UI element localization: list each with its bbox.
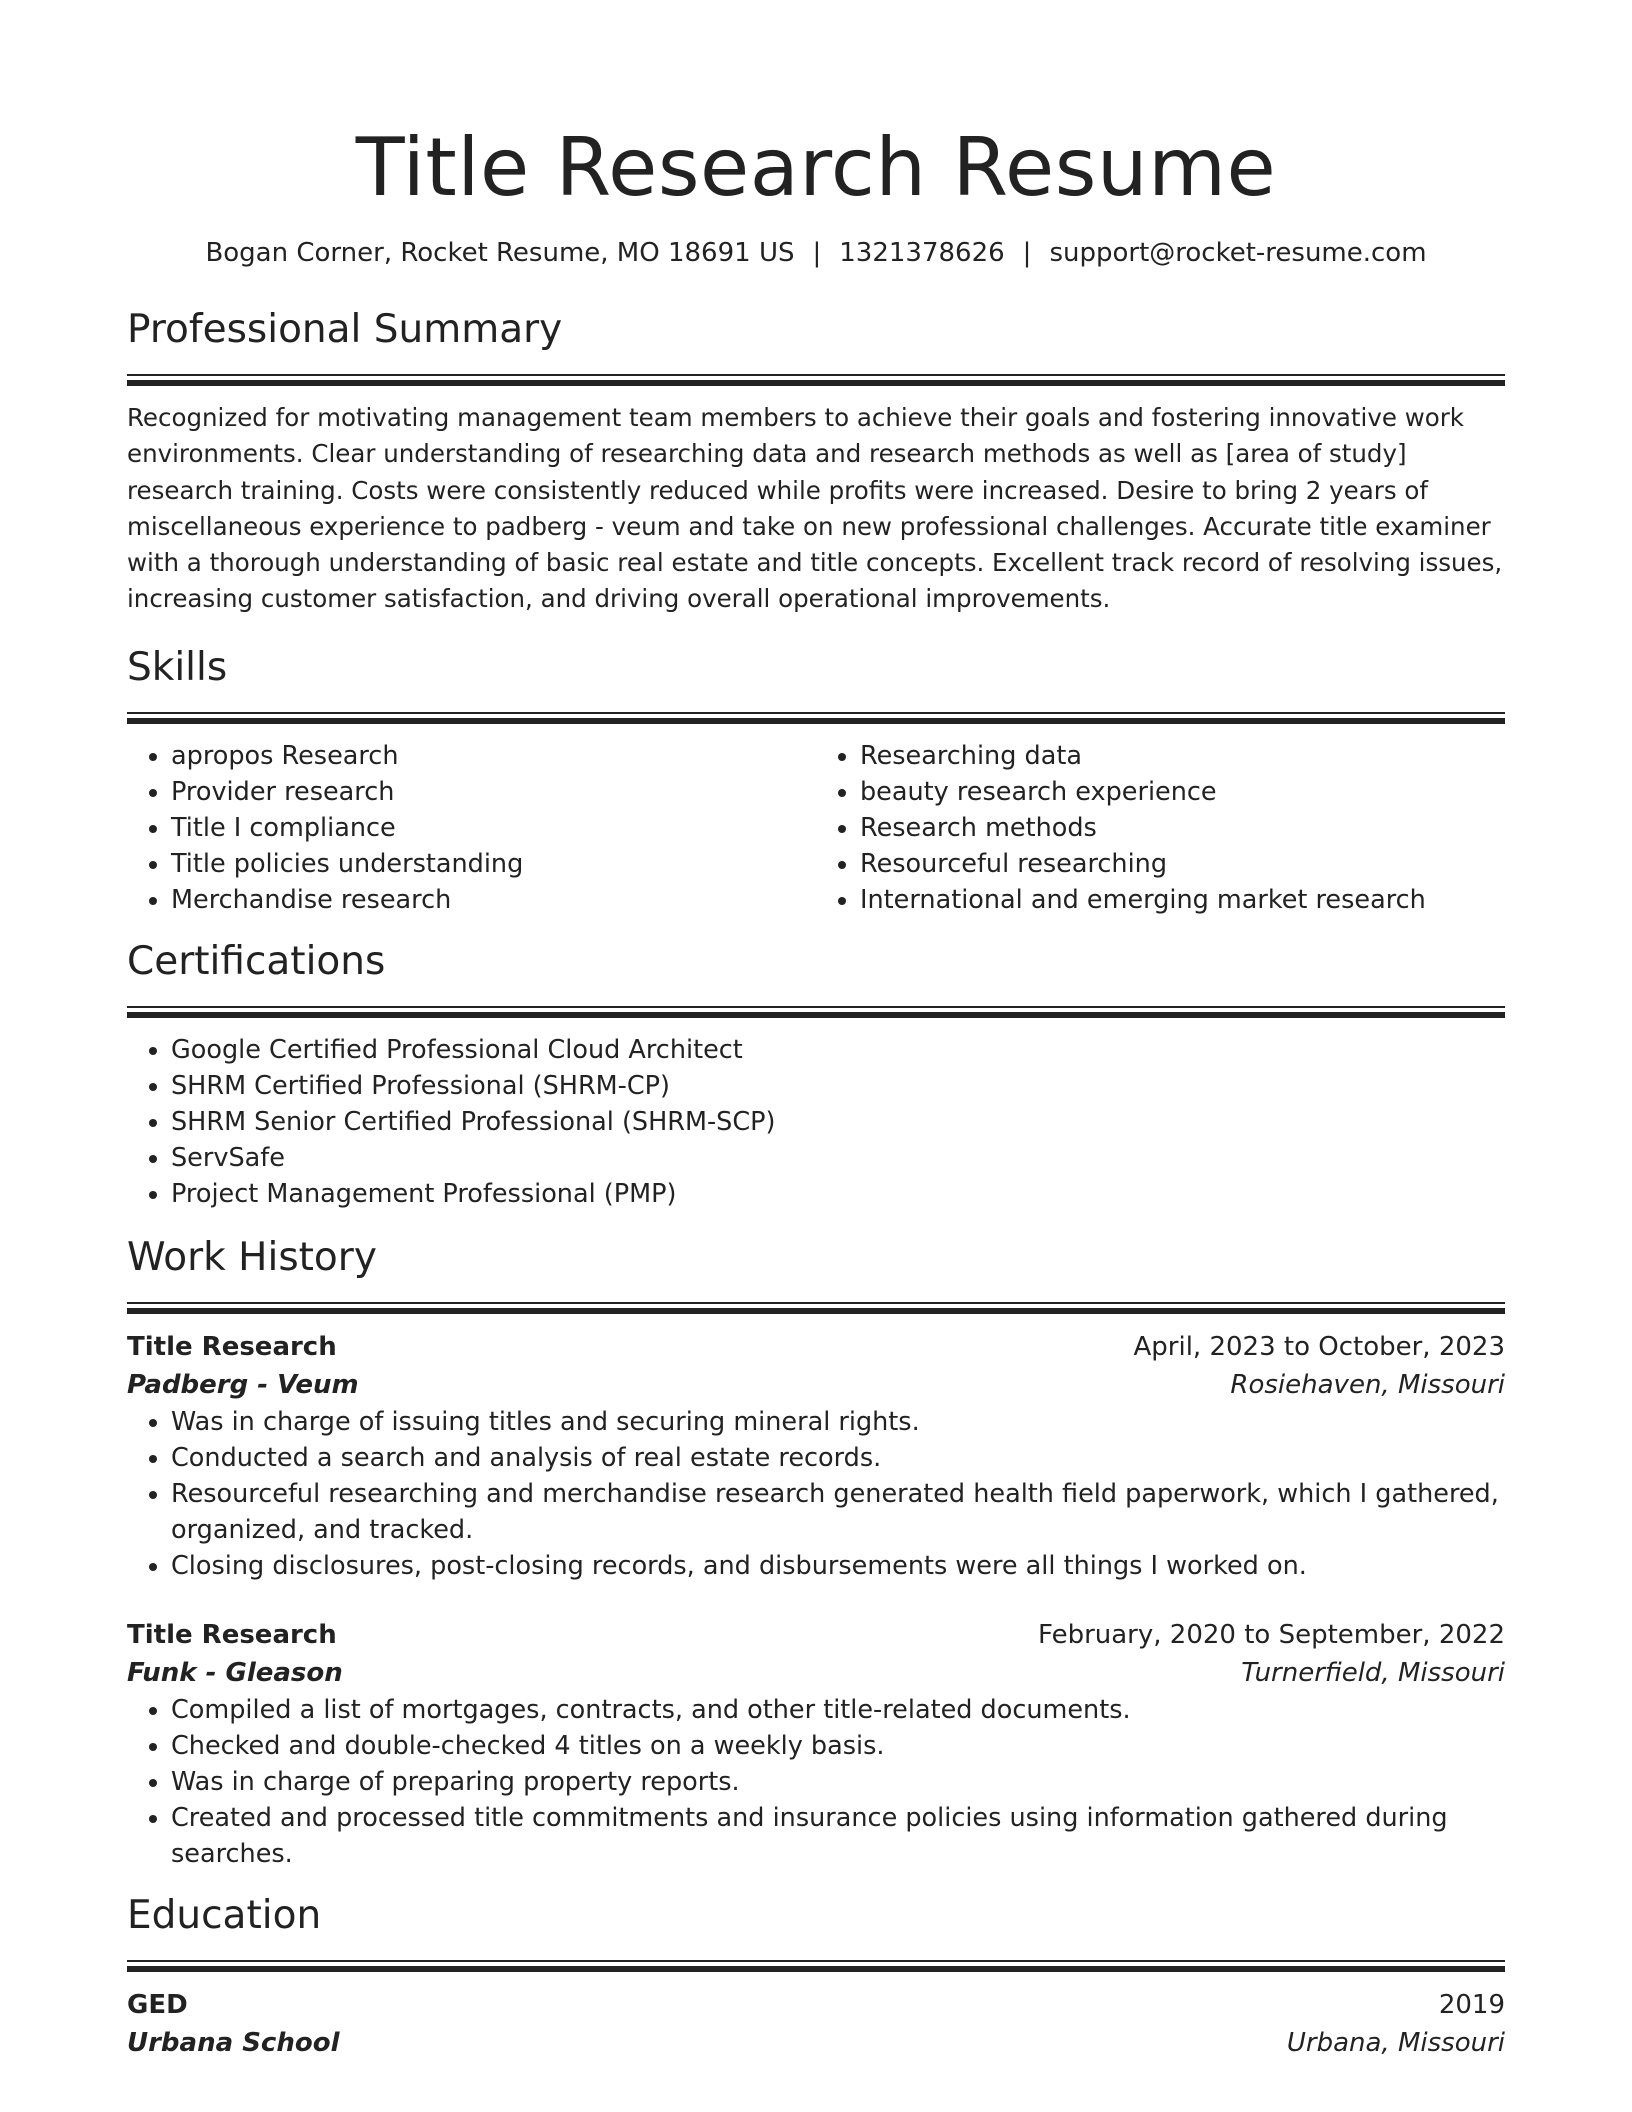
section-title-work-history: Work History <box>127 1234 377 1280</box>
skill-item: • Research methods <box>860 810 1505 846</box>
section-divider <box>127 712 1505 724</box>
job-dates: February, 2020 to September, 2022 <box>1038 1619 1505 1650</box>
education-school: Urbana School <box>127 2027 340 2058</box>
certification-item: • Project Management Professional (PMP) <box>171 1176 1505 1212</box>
job-title: Title Research <box>127 1619 337 1650</box>
contact-email: support@rocket-resume.com <box>1049 238 1427 268</box>
skills-list-right <box>816 738 1505 918</box>
skills-column-right <box>816 738 1505 918</box>
skill-item: • International and emerging market research <box>860 882 1505 918</box>
job-header <box>127 1328 1505 1366</box>
certification-item: • ServSafe <box>171 1140 1505 1176</box>
skills-section <box>127 644 1505 918</box>
job-entry <box>127 1616 1505 1872</box>
skill-item: • Researching data <box>860 738 1505 774</box>
education-subheader <box>127 2024 1505 2062</box>
certification-item: • SHRM Senior Certified Professional (SHRM-SCP) <box>171 1104 1505 1140</box>
job-bullets <box>127 1692 1505 1872</box>
summary-text: Recognized for motivating management team members to achieve their goals and fostering innovative work environments. Clear understanding of researching data and research methods as well as [area of study] research training. Costs were consistently reduced while profits were increased. Desire to bring 2 years of miscellaneous experience to padberg - veum and take on new professional challenges. Accurate title examiner with a thorough understanding of basic real estate and title concepts. Excellent track record of resolving issues, increasing customer satisfaction, and driving overall operational improvements. <box>127 403 1503 614</box>
summary-section <box>127 306 1505 618</box>
section-title-education: Education <box>127 1892 322 1938</box>
education-entry <box>127 1986 1505 2062</box>
education-section <box>127 1892 1505 2062</box>
resume-name: Title Research Resume <box>355 121 1277 214</box>
skill-item: • Title I compliance <box>171 810 816 846</box>
section-divider <box>127 1006 1505 1018</box>
job-location: Turnerfield, Missouri <box>1241 1657 1505 1688</box>
section-title-certifications: Certifications <box>127 938 386 984</box>
job-company: Padberg - Veum <box>127 1369 359 1400</box>
work-history-section <box>127 1234 1505 1872</box>
job-title: Title Research <box>127 1331 337 1362</box>
certifications-section <box>127 938 1505 1212</box>
skill-item: • Resourceful researching <box>860 846 1505 882</box>
skill-item: • Provider research <box>171 774 816 810</box>
certification-item: • Google Certified Professional Cloud Architect <box>171 1032 1505 1068</box>
section-title-summary: Professional Summary <box>127 307 563 352</box>
section-title-skills: Skills <box>127 644 228 690</box>
job-entry <box>127 1328 1505 1584</box>
job-bullet: • Conducted a search and analysis of real estate records. <box>171 1440 1505 1476</box>
job-subheader <box>127 1654 1505 1692</box>
contact-separator: | <box>1022 238 1032 268</box>
contact-phone: 1321378626 <box>839 238 1005 268</box>
job-bullet: • Resourceful researching and merchandise research generated health field paperwork, which I gathered, organized, and tracked. <box>171 1476 1505 1548</box>
education-header <box>127 1986 1505 2024</box>
section-divider <box>127 1960 1505 1972</box>
job-bullet: • Checked and double-checked 4 titles on a weekly basis. <box>171 1728 1505 1764</box>
section-divider <box>127 374 1505 386</box>
skill-item: • Title policies understanding <box>171 846 816 882</box>
certifications-list <box>127 1032 1505 1212</box>
skills-list-left <box>127 738 816 918</box>
job-bullet: • Created and processed title commitments and insurance policies using information gathered during searches. <box>171 1800 1505 1872</box>
contact-line <box>127 236 1505 270</box>
job-bullet: • Compiled a list of mortgages, contracts, and other title-related documents. <box>171 1692 1505 1728</box>
job-bullet: • Was in charge of preparing property reports. <box>171 1764 1505 1800</box>
section-divider <box>127 1302 1505 1314</box>
certification-item: • SHRM Certified Professional (SHRM-CP) <box>171 1068 1505 1104</box>
job-subheader <box>127 1366 1505 1404</box>
job-dates: April, 2023 to October, 2023 <box>1133 1331 1505 1362</box>
job-bullet: • Closing disclosures, post-closing records, and disbursements were all things I worked on. <box>171 1548 1505 1584</box>
education-location: Urbana, Missouri <box>1286 2027 1505 2058</box>
job-location: Rosiehaven, Missouri <box>1230 1369 1505 1400</box>
job-header <box>127 1616 1505 1654</box>
education-year: 2019 <box>1438 1989 1505 2020</box>
job-bullets <box>127 1404 1505 1584</box>
skills-grid <box>127 738 1505 918</box>
skill-item: • Merchandise research <box>171 882 816 918</box>
skill-item: • apropos Research <box>171 738 816 774</box>
skill-item: • beauty research experience <box>860 774 1505 810</box>
contact-separator: | <box>812 238 822 268</box>
education-degree: GED <box>127 1989 188 2020</box>
skills-column-left <box>127 738 816 918</box>
job-company: Funk - Gleason <box>127 1657 343 1688</box>
contact-address: Bogan Corner, Rocket Resume, MO 18691 US <box>205 238 795 268</box>
job-bullet: • Was in charge of issuing titles and securing mineral rights. <box>171 1404 1505 1440</box>
